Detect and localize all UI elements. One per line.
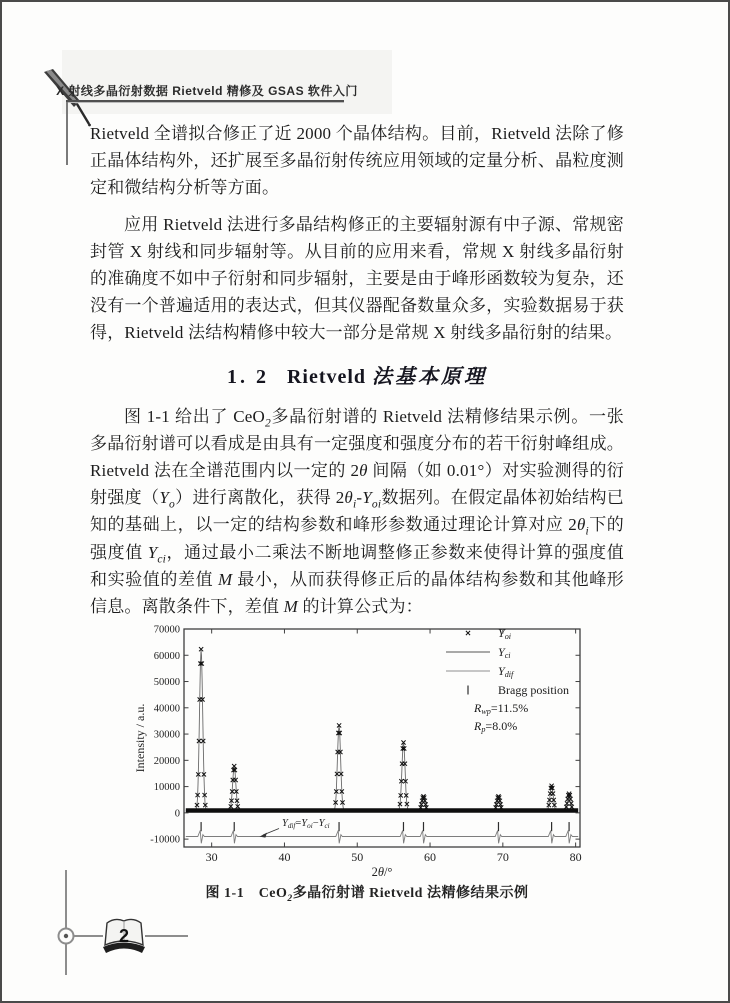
svg-text:Rwp=11.5%: Rwp=11.5% <box>474 701 529 716</box>
svg-text:Yci: Yci <box>498 645 511 660</box>
plot-frame <box>184 629 580 847</box>
svg-text:-10000: -10000 <box>150 834 180 846</box>
figure-1-1 <box>130 618 610 890</box>
svg-text:40: 40 <box>278 850 291 864</box>
page-number-text: 2 <box>118 926 130 946</box>
svg-text:30000: 30000 <box>153 729 180 741</box>
running-head-vertical-line <box>66 102 68 165</box>
svg-text:70: 70 <box>496 850 509 864</box>
y-axis-label: Intensity / a.u. <box>133 703 147 773</box>
section-heading <box>90 362 624 392</box>
svg-text:70000: 70000 <box>153 624 180 636</box>
svg-text:40000: 40000 <box>153 703 180 715</box>
axis-ticks <box>184 629 580 847</box>
svg-text:20000: 20000 <box>153 755 180 767</box>
svg-text:Bragg position: Bragg position <box>498 683 569 697</box>
svg-text:Yoi: Yoi <box>498 626 512 641</box>
svg-text:0: 0 <box>174 808 180 820</box>
svg-text:30: 30 <box>205 850 218 864</box>
svg-text:Ydif: Ydif <box>498 664 514 679</box>
section-title-chinese: 法基本原理 <box>372 365 488 388</box>
paragraph-1: Rietveld 全谱拟合修正了近 2000 个晶体结构。目前，Rietveld 法除了修正晶体结构外，还扩展至多晶衍射传统应用领域的定量分析、晶粒度测定和微结构分析等方面。 <box>90 124 624 198</box>
svg-text:50: 50 <box>351 850 364 864</box>
svg-text:60000: 60000 <box>153 650 180 662</box>
footer-decoration <box>42 858 212 993</box>
difference-curve <box>186 831 578 844</box>
svg-text:60: 60 <box>424 850 437 864</box>
legend <box>446 626 569 734</box>
svg-text:50000: 50000 <box>153 677 180 689</box>
running-head-title: X 射线多晶衍射数据 Rietveld 精修及 GSAS 软件入门 <box>56 84 358 98</box>
x-axis-label: 2θ/° <box>371 865 393 879</box>
svg-text:80: 80 <box>569 850 582 864</box>
axis-tick-labels <box>150 625 581 865</box>
section-title-latin: Rietveld <box>286 365 373 388</box>
running-head-rule <box>66 100 344 103</box>
difference-annotation: Ydif=Yoi−Yci <box>282 818 330 830</box>
paragraph-2: 应用 Rietveld 法进行多晶结构修正的主要辐射源有中子源、常规密封管 X 射线和同步辐射等。从目前的应用来看，常规 X 射线多晶衍射的准确度不如中子衍射和同步辐射，主要是由于峰形函数较为复杂，还没有一个普遍适用的表达式，但其仪器配备数量众多，实验数据易于获得，Rietveld 法结构精修中较大一部分是常规 X 射线多晶衍射的结果。 <box>90 214 624 343</box>
section-number: 1. 2 <box>226 365 269 388</box>
svg-text:10000: 10000 <box>153 782 180 794</box>
calc-curve <box>186 650 578 811</box>
book-page-number-icon <box>103 919 145 953</box>
text-column <box>90 120 624 620</box>
figure-caption: 图 1-1 CeO$_2$多晶衍射谱 Rietveld 法精修结果示例 <box>205 886 529 904</box>
paragraph-3: 图 1-1 给出了 CeO$_2$多晶衍射谱的 Rietveld 法精修结果示例。一张多晶衍射谱可以看成是由具有一定强度和强度分布的若干衍射峰组成。Rietveld 法在全谱范围内以一定的 2θ 间隔（如 0.01°）对实验测得的衍射强度$(Y_o)$进行离散化，获得 $2\theta_i-Y_{oi}$数据列。在假定晶体初始结构已知的基础上，以一定的结构参数和峰形参数通过理论计算对应 $2\theta_i$下的强度值 $Y_{ci}$，通过最小二乘法不断地调整修正参数来使得计算的强度值和实验值的差值 M 最小，从而获得修正后的晶体结构参数和其他峰形信息。离散条件下，差值 M 的计算公式为： <box>90 406 624 617</box>
figure-chart <box>130 618 610 890</box>
svg-text:Rp=8.0%: Rp=8.0% <box>474 719 518 734</box>
bragg-ticks <box>201 822 569 831</box>
